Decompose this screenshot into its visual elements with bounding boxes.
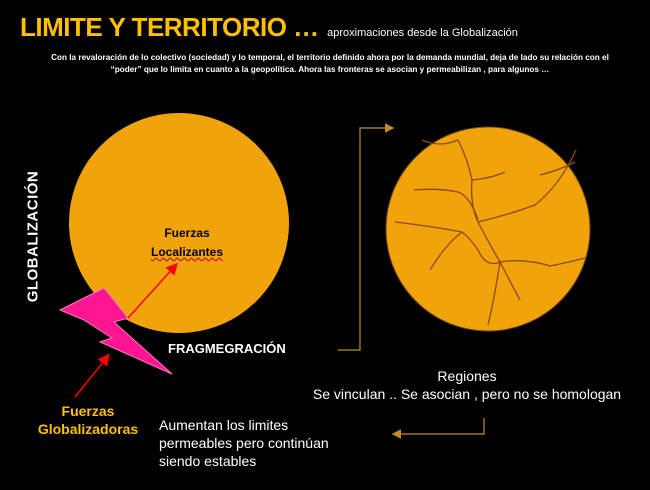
slide-subtitle: aproximaciones desde la Globalización [327, 27, 518, 39]
fuerzas-globalizadoras-line2: Globalizadoras [37, 421, 139, 437]
connector-down [394, 418, 484, 434]
regiones-line2: Se vinculan .. Se asocian , pero no se homologan [312, 386, 622, 402]
fuerzas-localizantes-line1: Fuerzas [164, 226, 210, 240]
fuerzas-localizantes-line2: Localizantes [150, 245, 224, 259]
fragmegracion-label: FRAGMEGRACIÓN [168, 341, 286, 356]
right-circle [386, 127, 590, 331]
aumentan-line3: siendo estables [159, 453, 257, 469]
regiones-text [290, 367, 644, 403]
globalizacion-label: GLOBALIZACIÓN [24, 170, 42, 303]
regiones-line1: Regiones [437, 368, 497, 384]
fuerzas-localizantes-label [132, 224, 242, 262]
aumentan-text [159, 416, 389, 470]
fuerzas-globalizadoras-label [18, 402, 158, 438]
aumentan-line1: Aumentan los limites [159, 417, 289, 433]
title-row [20, 12, 518, 43]
connector-up [338, 128, 392, 350]
fuerzas-globalizadoras-line1: Fuerzas [61, 403, 115, 419]
arrow-from-globalizadoras [75, 356, 108, 397]
aumentan-line2: permeables pero continúan [159, 435, 329, 451]
slide-title: LIMITE Y TERRITORIO … [20, 12, 319, 42]
intro-paragraph: Con la revaloración de lo colectivo (sociedad) y lo temporal, el territorio definido ahora por la demanda mundial, deja de lado su relación con el “poder” que lo limita en cuanto a la geopolítica. Ahora las fronteras se asocian y permeabilizan , para algunos … [51, 53, 609, 74]
